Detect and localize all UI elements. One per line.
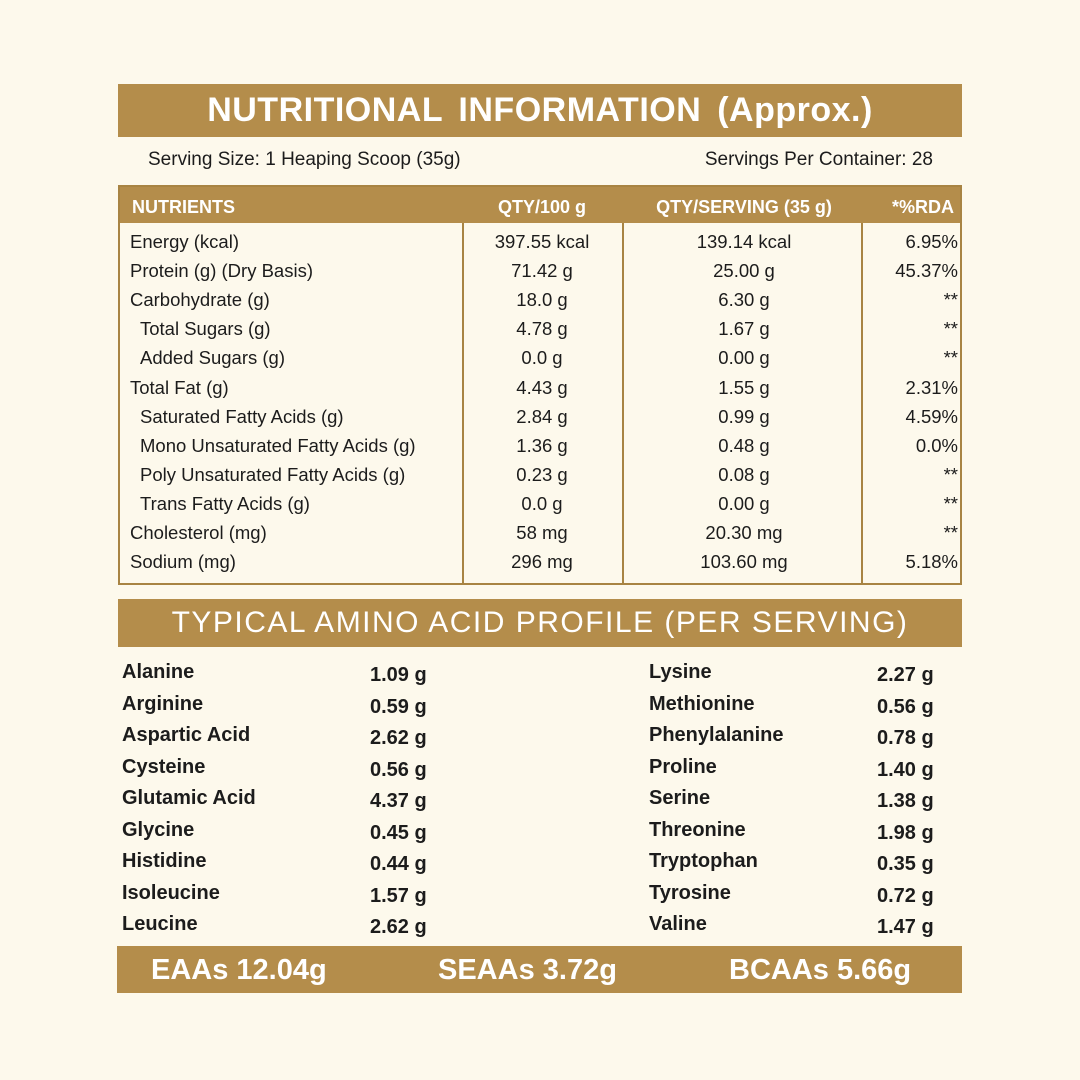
header-rda: *%RDA <box>891 197 954 217</box>
table-row <box>120 402 960 431</box>
rda-value: ** <box>943 522 958 543</box>
table-row <box>120 547 960 576</box>
amino-item <box>649 657 949 689</box>
qty-100g-value: 296 mg <box>511 551 573 573</box>
amino-name: Lysine <box>649 661 712 683</box>
amino-value: 0.78 g <box>877 727 934 749</box>
amino-item <box>122 689 442 721</box>
amino-name: Arginine <box>122 692 204 715</box>
rda-value: ** <box>943 289 958 311</box>
amino-value: 0.56 g <box>877 695 934 718</box>
amino-name: Leucine <box>122 913 198 935</box>
nutrition-table <box>118 185 962 585</box>
table-row <box>120 227 960 256</box>
seaas-total: SEAAs 3.72g <box>438 954 617 986</box>
servings-per-container: Servings Per Container: 28 <box>704 149 933 170</box>
table-row <box>120 314 960 343</box>
qty-100g-value: 397.55 kcal <box>494 231 590 252</box>
amino-item <box>649 909 949 941</box>
nutrient-name: Cholesterol (mg) <box>130 522 267 543</box>
amino-item <box>122 909 442 941</box>
qty-serving-value: 103.60 mg <box>700 551 788 573</box>
amino-title-banner <box>118 599 962 647</box>
amino-item <box>649 720 949 752</box>
header-nutrients: NUTRIENTS <box>132 197 235 217</box>
table-row <box>120 373 960 402</box>
nutrient-name: Mono Unsaturated Fatty Acids (g) <box>140 434 416 456</box>
amino-value: 2.62 g <box>370 727 427 749</box>
qty-100g-value: 58 mg <box>516 522 568 543</box>
amino-name: Glycine <box>122 818 195 841</box>
amino-value: 1.57 g <box>370 884 427 907</box>
amino-name: Tyrosine <box>649 881 731 904</box>
rda-value: ** <box>943 463 958 485</box>
qty-serving-value: 25.00 g <box>713 260 775 282</box>
qty-serving-value: 0.00 g <box>718 492 770 514</box>
amino-value: 1.40 g <box>877 758 934 781</box>
qty-serving-value: 0.08 g <box>718 463 770 485</box>
qty-100g-value: 0.0 g <box>521 347 563 369</box>
eaas-total: EAAs 12.04g <box>151 954 327 986</box>
rda-value: 2.31% <box>905 376 958 398</box>
table-row <box>120 518 960 547</box>
qty-100g-value: 18.0 g <box>516 289 568 311</box>
amino-item <box>649 815 949 847</box>
amino-name: Threonine <box>649 818 746 841</box>
qty-serving-value: 1.55 g <box>718 376 770 398</box>
rda-value: ** <box>943 318 958 340</box>
qty-serving-value: 139.14 kcal <box>696 231 792 252</box>
nutrient-name: Total Fat (g) <box>130 376 229 398</box>
qty-100g-value: 1.36 g <box>516 434 568 456</box>
amino-name: Histidine <box>122 850 207 872</box>
amino-value: 0.56 g <box>370 758 427 781</box>
nutrient-name: Added Sugars (g) <box>140 347 286 369</box>
table-row <box>120 489 960 518</box>
qty-100g-value: 0.23 g <box>516 463 568 485</box>
qty-serving-value: 0.00 g <box>718 347 770 369</box>
qty-serving-value: 0.48 g <box>718 434 770 456</box>
nutrition-table-header <box>120 187 960 223</box>
qty-100g-value: 2.84 g <box>516 405 568 427</box>
amino-name: Glutamic Acid <box>122 787 256 809</box>
amino-name: Isoleucine <box>122 881 220 904</box>
serving-size: Serving Size: 1 Heaping Scoop (35g) <box>148 149 461 170</box>
nutrient-name: Trans Fatty Acids (g) <box>140 492 310 514</box>
amino-item <box>122 878 442 910</box>
amino-value: 1.47 g <box>877 916 934 938</box>
nutrient-name: Sodium (mg) <box>130 551 236 573</box>
qty-100g-value: 0.0 g <box>521 492 563 514</box>
amino-value: 1.38 g <box>877 790 934 812</box>
amino-value: 0.59 g <box>370 695 427 718</box>
rda-value: 5.18% <box>905 551 958 573</box>
amino-name: Methionine <box>649 692 755 715</box>
nutrient-name: Carbohydrate (g) <box>130 289 270 311</box>
amino-item <box>122 657 442 689</box>
table-row <box>120 256 960 285</box>
nutrient-name: Energy (kcal) <box>130 231 239 252</box>
amino-value: 2.27 g <box>877 664 934 686</box>
amino-name: Aspartic Acid <box>122 724 251 746</box>
nutrient-name: Saturated Fatty Acids (g) <box>140 405 344 427</box>
amino-item <box>122 783 442 815</box>
amino-name: Proline <box>649 755 717 778</box>
amino-item <box>649 878 949 910</box>
amino-item <box>122 720 442 752</box>
nutrition-title-banner <box>118 84 962 137</box>
rda-value: 45.37% <box>895 260 958 282</box>
qty-100g-value: 4.43 g <box>516 376 568 398</box>
qty-serving-value: 1.67 g <box>718 318 770 340</box>
amino-name: Serine <box>649 787 711 809</box>
amino-value: 1.98 g <box>877 821 934 844</box>
amino-item <box>649 752 949 784</box>
table-row <box>120 343 960 372</box>
table-row <box>120 460 960 489</box>
amino-title: TYPICAL AMINO ACID PROFILE (PER SERVING) <box>171 606 909 639</box>
qty-serving-value: 6.30 g <box>718 289 770 311</box>
amino-summary-bar <box>117 946 962 993</box>
amino-name: Cysteine <box>122 755 206 778</box>
table-row <box>120 285 960 314</box>
qty-100g-value: 71.42 g <box>511 260 573 282</box>
amino-value: 4.37 g <box>370 790 427 812</box>
amino-value: 0.44 g <box>370 853 427 875</box>
header-qty-serving: QTY/SERVING (35 g) <box>656 197 832 217</box>
nutrient-name: Poly Unsaturated Fatty Acids (g) <box>140 463 406 485</box>
rda-value: 4.59% <box>905 405 958 427</box>
amino-item <box>122 846 442 878</box>
qty-serving-value: 0.99 g <box>718 405 770 427</box>
amino-item <box>649 846 949 878</box>
amino-name: Phenylalanine <box>649 724 784 746</box>
amino-item <box>649 783 949 815</box>
qty-serving-value: 20.30 mg <box>705 522 783 543</box>
amino-item <box>122 815 442 847</box>
table-row <box>120 431 960 460</box>
amino-item <box>649 689 949 721</box>
qty-100g-value: 4.78 g <box>516 318 568 340</box>
amino-value: 1.09 g <box>370 664 427 686</box>
amino-value: 0.72 g <box>877 884 934 907</box>
amino-name: Tryptophan <box>649 850 758 872</box>
rda-value: ** <box>943 492 958 514</box>
rda-value: 6.95% <box>905 231 958 252</box>
amino-name: Valine <box>649 913 707 935</box>
rda-value: 0.0% <box>915 434 958 456</box>
nutrition-title: NUTRITIONAL INFORMATION (Approx.) <box>207 91 873 129</box>
rda-value: ** <box>943 347 958 369</box>
bcaas-total: BCAAs 5.66g <box>729 954 912 986</box>
amino-list-right <box>649 657 949 941</box>
amino-value: 2.62 g <box>370 916 427 938</box>
nutrient-name: Protein (g) (Dry Basis) <box>130 260 313 282</box>
serving-info <box>148 145 933 175</box>
nutrient-name: Total Sugars (g) <box>140 318 271 340</box>
amino-value: 0.35 g <box>877 853 934 875</box>
amino-name: Alanine <box>122 661 195 683</box>
amino-value: 0.45 g <box>370 821 427 844</box>
header-qty-100g: QTY/100 g <box>497 197 587 217</box>
amino-item <box>122 752 442 784</box>
amino-list-left <box>122 657 442 941</box>
